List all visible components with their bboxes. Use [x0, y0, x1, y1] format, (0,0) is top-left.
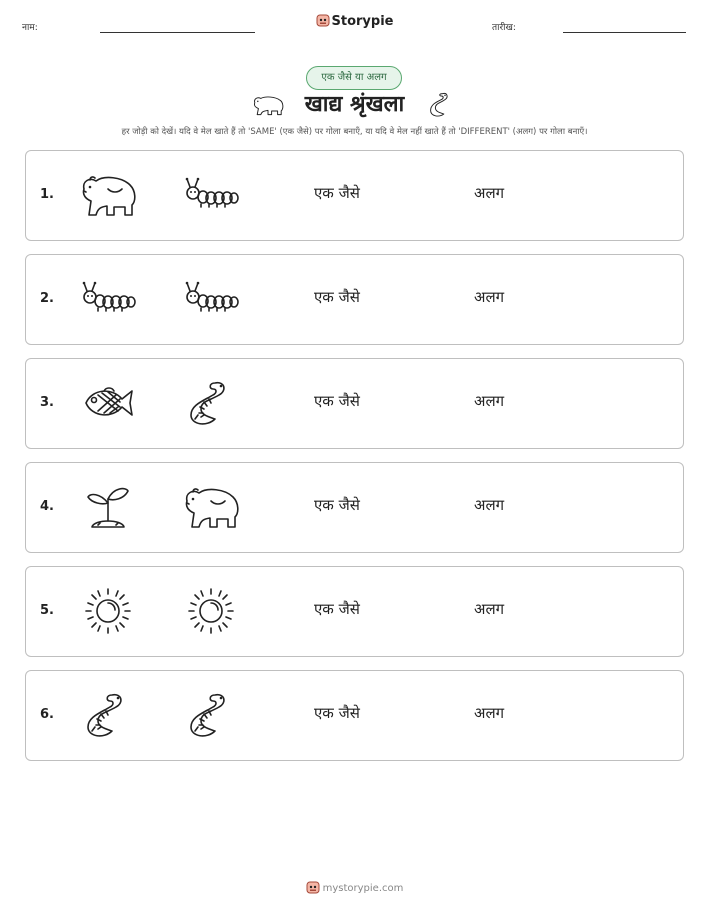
question-number: 1. [40, 187, 54, 202]
option-same[interactable]: एक जैसे [314, 288, 360, 306]
question-row [25, 462, 684, 553]
option-same[interactable]: एक जैसे [314, 704, 360, 722]
worm-icon [181, 377, 241, 429]
name-line[interactable] [100, 32, 255, 33]
date-label: तारीख: [492, 23, 516, 33]
worksheet-tag: एक जैसे या अलग [306, 66, 402, 90]
question-number: 4. [40, 499, 54, 514]
question-row [25, 358, 684, 449]
caterpillar-icon [181, 273, 241, 325]
option-different[interactable]: अलग [474, 392, 505, 410]
option-same[interactable]: एक जैसे [314, 392, 360, 410]
question-number: 5. [40, 603, 54, 618]
option-different[interactable]: अलग [474, 704, 505, 722]
question-row [25, 254, 684, 345]
caterpillar-icon [78, 273, 138, 325]
brand [0, 13, 709, 29]
worksheet-title: खाद्य श्रृंखला [304, 92, 405, 117]
plant-icon [78, 481, 138, 533]
option-same[interactable]: एक जैसे [314, 600, 360, 618]
question-row [25, 150, 684, 241]
caterpillar-icon [181, 169, 241, 221]
sun-icon [78, 585, 138, 637]
brand-name: Storypie [331, 14, 394, 29]
option-different[interactable]: अलग [474, 600, 505, 618]
option-different[interactable]: अलग [474, 496, 505, 514]
question-row [25, 670, 684, 761]
worm-icon [78, 689, 138, 741]
option-different[interactable]: अलग [474, 184, 505, 202]
date-line[interactable] [563, 32, 686, 33]
bear-icon [78, 169, 138, 221]
fish-icon [78, 377, 138, 429]
option-different[interactable]: अलग [474, 288, 505, 306]
option-same[interactable]: एक जैसे [314, 184, 360, 202]
question-number: 3. [40, 395, 54, 410]
bear-icon [181, 481, 241, 533]
name-label: नाम: [22, 23, 38, 33]
worm-icon [181, 689, 241, 741]
option-same[interactable]: एक जैसे [314, 496, 360, 514]
question-number: 2. [40, 291, 54, 306]
footer-url[interactable]: mystorypie.com [322, 883, 404, 894]
instructions: हर जोड़ी को देखें। यदि वे मेल खाते हैं तो 'SAME' (एक जैसे) पर गोला बनाएँ, या यदि वे मेल नहीं खाते हैं तो 'DIFFERENT' (अलग) पर गोला बनाएँ। [121, 127, 588, 137]
storypie-logo-icon [316, 13, 330, 27]
storypie-logo-icon [306, 880, 320, 894]
question-row [25, 566, 684, 657]
question-number: 6. [40, 707, 54, 722]
worm-icon [426, 90, 452, 120]
footer [0, 880, 709, 894]
sun-icon [181, 585, 241, 637]
